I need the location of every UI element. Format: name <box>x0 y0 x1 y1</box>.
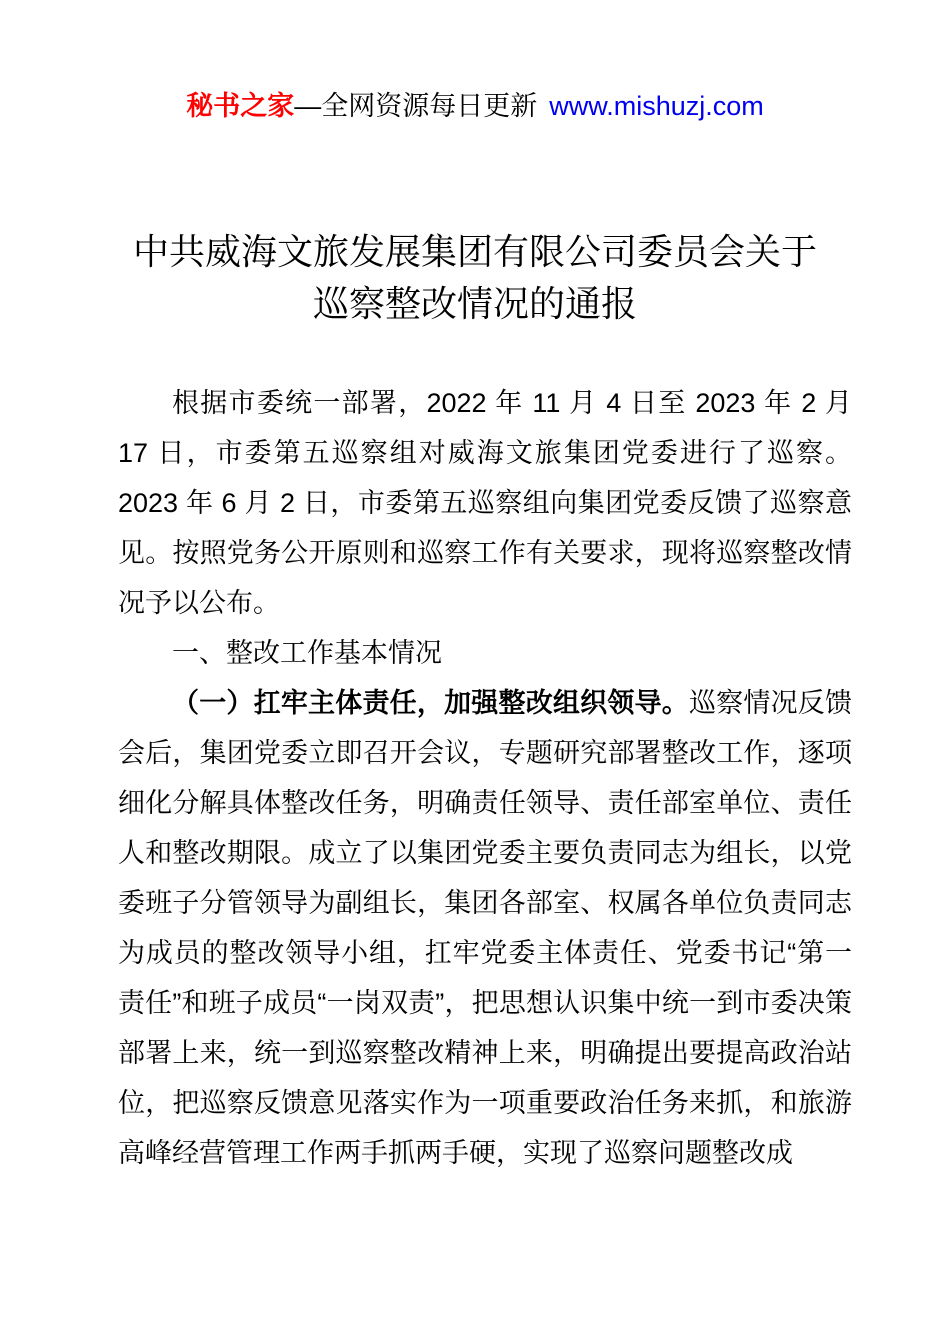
paragraph-body-text: 巡察情况反馈会后，集团党委立即召开会议，专题研究部署整改工作，逐项细化分解具体整改任务，明确责任领导、责任部室单位、责任人和整改期限。成立了以集团党委主要负责同志为组长，以党委班子分管领导为副组长，集团各部室、权属各单位负责同志为成员的整改领导小组，扛牢党委主体责任、党委书记“第一责任”和班子成员“一岗双责”，把思想认识集中统一到市委决策部署上来，统一到巡察整改精神上来，明确提出要提高政治站位，把巡察反馈意见落实作为一项重要政治任务来抓，和旅游高峰经营管理工作两手抓两手硬，实现了巡察问题整改成 <box>118 688 853 1168</box>
document-title-line-2: 巡察整改情况的通报 <box>312 283 637 324</box>
site-header <box>0 0 950 124</box>
paragraph-intro: 根据市委统一部署，2022 年 11 月 4 日至 2023 年 2 月 17 日，市委第五巡察组对威海文旅集团党委进行了巡察。2023 年 6 月 2 日，市委第五巡察组向集团党委反馈了巡察意见。按照党务公开原则和巡察工作有关要求，现将巡察整改情况予以公布。 <box>118 388 852 618</box>
header-separator: — <box>294 91 322 121</box>
section-heading-1: 一、整改工作基本情况 <box>172 638 442 668</box>
document-title-line-1: 中共威海文旅发展集团有限公司委员会关于 <box>132 231 817 272</box>
document-body <box>118 378 852 1178</box>
paragraph-lead-bold: （一）扛牢主体责任，加强整改组织领导。 <box>172 688 689 718</box>
header-tagline: 全网资源每日更新 <box>321 91 538 121</box>
header-url-link[interactable]: www.mishuzj.com <box>549 91 764 121</box>
paragraph-section-1-1 <box>118 678 852 1178</box>
site-brand: 秘书之家 <box>186 91 295 121</box>
document-title <box>85 226 865 330</box>
